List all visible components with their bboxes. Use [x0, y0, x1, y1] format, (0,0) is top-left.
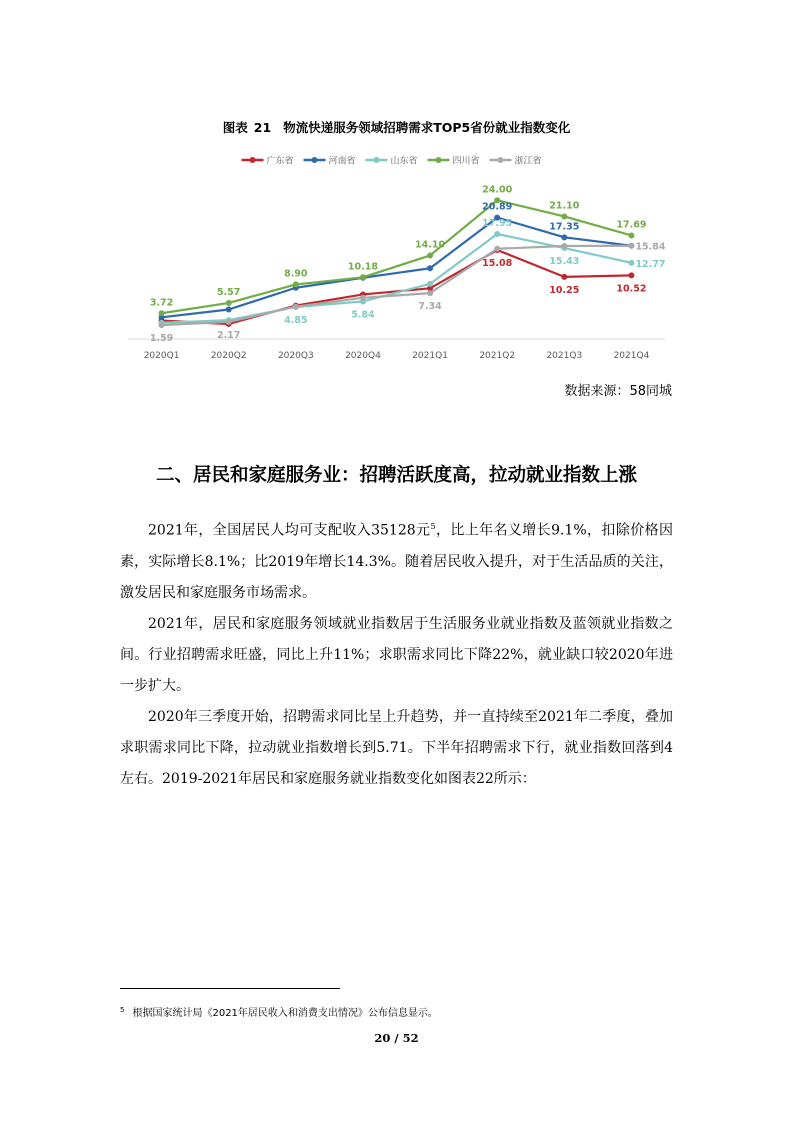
data-label: 7.34 — [418, 301, 442, 313]
data-label: 10.52 — [616, 283, 647, 295]
data-point — [159, 322, 165, 328]
data-label: 3.72 — [149, 297, 174, 309]
data-point — [226, 319, 232, 325]
line-chart — [120, 146, 673, 368]
figure-caption — [0, 118, 793, 136]
legend-entry: 河南省 — [328, 156, 356, 167]
paragraph-1-end: ，比上年名义增长9.1%，扣除价格因素，实际增长8.1%；比2019年增长14.3%。随着居民收入提升，对于生活品质的关注，激发居民和家庭服务市场需求。 — [120, 522, 673, 601]
section-heading: 二、居民和家庭服务业：招聘活跃度高，拉动就业指数上涨 — [155, 465, 637, 486]
data-point — [427, 281, 433, 287]
data-label: 17.95 — [482, 217, 513, 229]
data-point — [427, 252, 433, 258]
data-label: 17.69 — [616, 219, 647, 231]
x-tick-label: 2021Q4 — [613, 351, 650, 361]
data-label: 4.85 — [284, 314, 308, 326]
data-point — [494, 246, 500, 252]
data-label: 24.00 — [482, 184, 513, 196]
caption-title: 物流快递服务领域招聘需求TOP5省份就业指数变化 — [283, 120, 571, 135]
x-tick-label: 2020Q3 — [277, 351, 314, 361]
data-label: 15.08 — [482, 257, 513, 269]
paragraph-1-start: 2021年，全国居民人均可支配收入35128元 — [148, 522, 431, 539]
data-label: 1.59 — [149, 333, 174, 345]
x-tick-label: 2020Q4 — [345, 351, 381, 361]
data-point — [628, 260, 634, 266]
data-label: 5.57 — [216, 286, 241, 298]
data-point — [494, 231, 500, 237]
legend-entry: 山东省 — [390, 156, 418, 167]
data-point — [628, 243, 634, 249]
data-point — [561, 213, 567, 219]
legend-marker — [374, 157, 380, 163]
data-point — [628, 232, 634, 238]
footnote-text: 根据国家统计局《2021年居民收入和消费支出情况》公布信息显示。 — [132, 1008, 438, 1019]
data-label: 15.84 — [635, 241, 666, 253]
data-point — [628, 272, 634, 278]
data-label: 10.25 — [549, 284, 580, 296]
data-point — [561, 274, 567, 280]
data-point — [226, 306, 232, 312]
data-point — [360, 295, 366, 301]
data-point — [561, 234, 567, 240]
footnote — [120, 1004, 438, 1019]
data-label: 20.89 — [482, 201, 513, 213]
data-label: 12.77 — [635, 258, 666, 270]
page-number: 20 / 52 — [374, 1031, 419, 1045]
data-label: 10.18 — [347, 261, 378, 273]
data-label: 8.90 — [284, 268, 308, 280]
legend-entry: 四川省 — [452, 156, 480, 167]
paragraph-1 — [120, 511, 673, 609]
body-text — [120, 511, 673, 795]
legend-marker — [250, 157, 256, 163]
legend-marker — [436, 157, 442, 163]
x-tick-label: 2021Q3 — [546, 351, 583, 361]
x-tick-label: 2021Q1 — [412, 351, 448, 361]
data-label: 5.84 — [351, 309, 375, 321]
paragraph-3: 2020年三季度开始，招聘需求同比呈上升趋势，并一直持续至2021年二季度，叠加求职需求同比下降，拉动就业指数增长到5.71。下半年招聘需求下行，就业指数回落到4左右。2019-2021年居民和家庭服务就业指数变化如图表22所示： — [120, 708, 673, 787]
data-point — [159, 310, 165, 316]
legend-marker — [312, 157, 318, 163]
data-point — [293, 304, 299, 310]
legend-entry: 广东省 — [266, 156, 294, 167]
paragraph-2: 2021年，居民和家庭服务领域就业指数居于生活服务业就业指数及蓝领就业指数之间。行业招聘需求旺盛，同比上升11%；求职需求同比下降22%，就业缺口较2020年进一步扩大。 — [120, 615, 673, 694]
data-point — [561, 243, 567, 249]
x-tick-label: 2020Q1 — [143, 351, 180, 361]
data-label: 17.35 — [549, 221, 580, 233]
footnote-divider — [120, 988, 340, 989]
data-point — [360, 274, 366, 280]
x-tick-label: 2021Q2 — [479, 351, 516, 361]
footnote-reference[interactable]: 5 — [430, 522, 436, 531]
data-label: 2.17 — [216, 329, 241, 341]
data-point — [226, 300, 232, 306]
legend-marker — [498, 157, 504, 163]
data-label: 15.43 — [549, 256, 580, 268]
data-label: 14.10 — [415, 239, 446, 251]
caption-number: 21 — [253, 120, 272, 135]
footnote-mark: 5 — [120, 1005, 125, 1014]
legend-entry: 浙江省 — [514, 156, 542, 167]
data-point — [427, 265, 433, 271]
caption-label: 图表 — [222, 120, 248, 135]
data-source: 数据来源：58同城 — [564, 384, 672, 399]
x-tick-label: 2020Q2 — [210, 351, 247, 361]
data-point — [427, 290, 433, 296]
data-label: 21.10 — [549, 200, 580, 212]
data-point — [293, 281, 299, 287]
